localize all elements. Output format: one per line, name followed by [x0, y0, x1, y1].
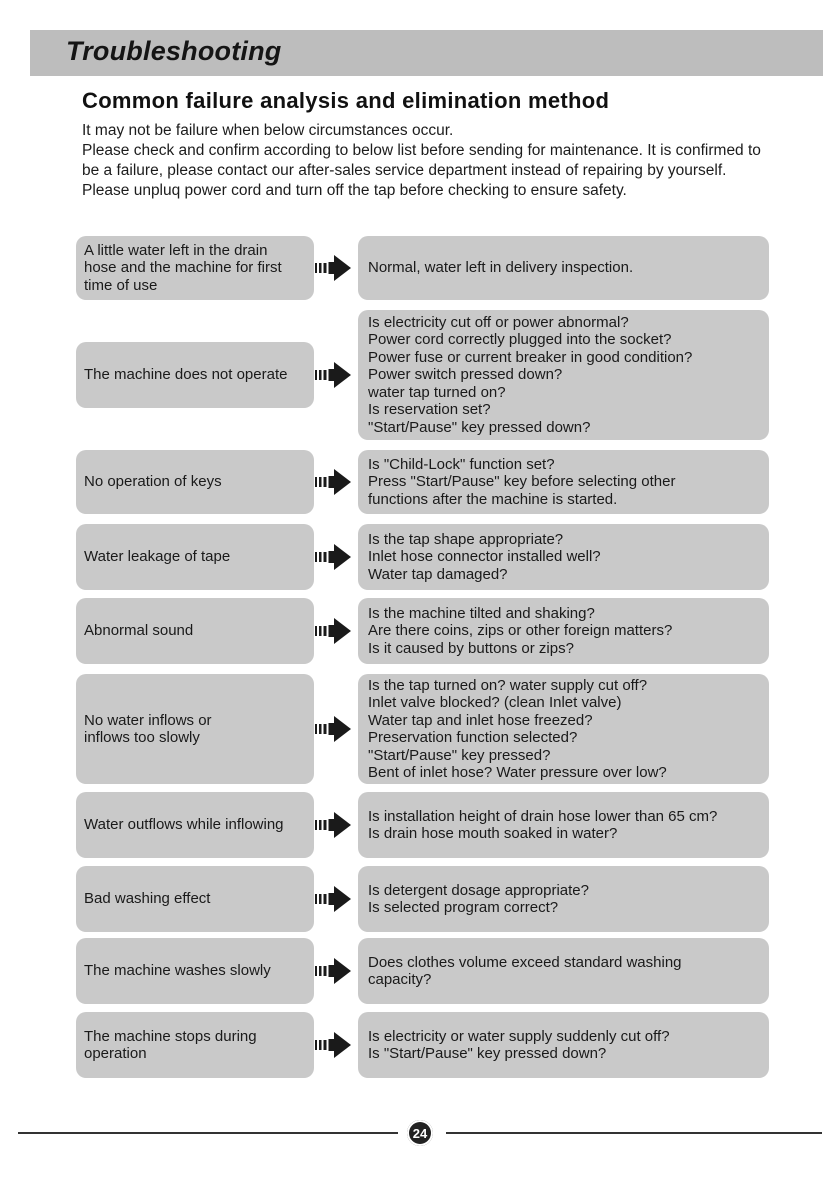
problem-text: The machine does not operate: [84, 366, 288, 384]
troubleshooting-row: [76, 598, 769, 664]
solution-text: Is installation height of drain hose lower than 65 cm? Is drain hose mouth soaked in water?: [368, 807, 718, 842]
solution-box: [358, 310, 769, 440]
intro-line-1: It may not be failure when below circumstances occur.: [82, 122, 454, 139]
arrow-icon: [313, 254, 357, 282]
problem-text: Water outflows while inflowing: [84, 816, 284, 834]
problem-box: [76, 342, 314, 408]
solution-text: Is electricity cut off or power abnormal? Power cord correctly plugged into the socket? Power fuse or current breaker in good condition? Power switch pressed down? water tap turned on? Is reservation set? "Start/Pause" key pressed down?: [368, 313, 693, 436]
arrow-icon: [313, 885, 357, 913]
solution-box: [358, 792, 769, 858]
problem-box: [76, 236, 314, 300]
arrow-icon: [313, 1031, 357, 1059]
arrow-icon: [313, 543, 357, 571]
solution-text: Does clothes volume exceed standard washing capacity?: [368, 953, 682, 988]
solution-box: [358, 1012, 769, 1078]
troubleshooting-row: [76, 674, 769, 784]
arrow-icon: [313, 715, 357, 743]
problem-box: [76, 524, 314, 590]
problem-text: The machine washes slowly: [84, 962, 271, 980]
problem-box: [76, 792, 314, 858]
solution-box: [358, 236, 769, 300]
solution-text: Is electricity or water supply suddenly cut off? Is "Start/Pause" key pressed down?: [368, 1027, 670, 1062]
problem-box: [76, 1012, 314, 1078]
intro-text: [82, 121, 772, 201]
problem-text: Bad washing effect: [84, 890, 211, 908]
problem-text: A little water left in the drain hose and the machine for first time of use: [84, 241, 282, 294]
section-title: Common failure analysis and elimination method: [82, 88, 610, 113]
troubleshooting-row: [76, 1012, 769, 1078]
footer-rule-left: [18, 1132, 398, 1134]
troubleshooting-row: [76, 524, 769, 590]
intro-line-2: Please check and confirm according to below list before sending for maintenance. It is confirmed to be a failure, please contact our after-sales service department instead of repairing by yourself. Please unpluq power cord and turn off the tap before checking to ensure safety.: [82, 142, 761, 199]
troubleshooting-row: [76, 866, 769, 932]
troubleshooting-row: [76, 792, 769, 858]
footer-rule-right: [446, 1132, 822, 1134]
arrow-icon: [313, 811, 357, 839]
problem-box: [76, 450, 314, 514]
problem-text: No operation of keys: [84, 473, 222, 491]
header-bar: [30, 30, 823, 76]
troubleshooting-row: [76, 236, 769, 300]
problem-text: No water inflows or inflows too slowly: [84, 711, 212, 746]
problem-box: [76, 866, 314, 932]
problem-text: The machine stops during operation: [84, 1027, 257, 1062]
solution-text: Is the machine tilted and shaking? Are there coins, zips or other foreign matters? Is it caused by buttons or zips?: [368, 604, 673, 657]
problem-box: [76, 598, 314, 664]
solution-text: Normal, water left in delivery inspection.: [368, 259, 634, 277]
troubleshooting-row: [76, 450, 769, 514]
solution-box: [358, 938, 769, 1004]
problem-text: Water leakage of tape: [84, 548, 231, 566]
solution-text: Is "Child-Lock" function set? Press "Start/Pause" key before selecting other functions after the machine is started.: [368, 455, 676, 508]
problem-text: Abnormal sound: [84, 622, 194, 640]
solution-box: [358, 524, 769, 590]
solution-box: [358, 598, 769, 664]
arrow-icon: [313, 957, 357, 985]
troubleshooting-row: [76, 310, 769, 440]
solution-text: Is the tap turned on? water supply cut off? Inlet valve blocked? (clean Inlet valve) Water tap and inlet hose freezed? Preservation function selected? "Start/Pause" key pressed? Bent of inlet hose? Water pressure over low?: [368, 676, 667, 781]
arrow-icon: [313, 617, 357, 645]
solution-text: Is detergent dosage appropriate? Is selected program correct?: [368, 881, 589, 916]
troubleshooting-row: [76, 938, 769, 1004]
problem-box: [76, 938, 314, 1004]
solution-box: [358, 866, 769, 932]
solution-box: [358, 450, 769, 514]
page-title: Troubleshooting: [66, 36, 282, 66]
solution-text: Is the tap shape appropriate? Inlet hose connector installed well? Water tap damaged?: [368, 530, 601, 583]
arrow-icon: [313, 468, 357, 496]
problem-box: [76, 674, 314, 784]
page-number: 24: [407, 1120, 433, 1146]
arrow-icon: [313, 361, 357, 389]
solution-box: [358, 674, 769, 784]
